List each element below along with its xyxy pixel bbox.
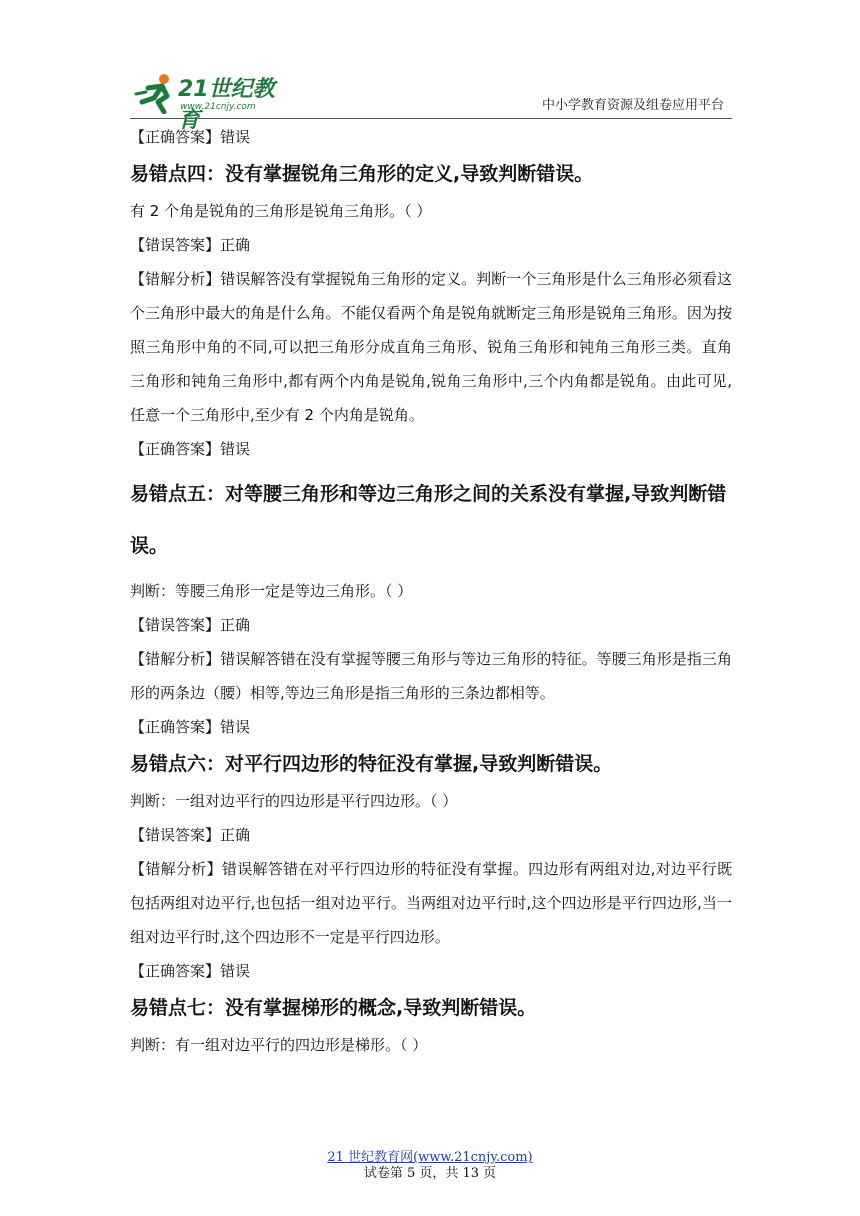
page-footer — [0, 1150, 860, 1182]
text-line: 【错误答案】正确 — [130, 236, 251, 254]
question-line: 判断：一组对边平行的四边形是平行四边形。（ ） — [130, 792, 458, 810]
logo-text: 21世纪教育 — [178, 77, 275, 133]
question-line: 判断：等腰三角形一定是等边三角形。（ ） — [130, 582, 413, 600]
text-line: 【正确答案】错误 — [130, 128, 251, 146]
section-heading: 易错点四：没有掌握锐角三角形的定义,导致判断错误。 — [130, 163, 594, 185]
analysis-paragraph: 【错解分析】错误解答没有掌握锐角三角形的定义。判断一个三角形是什么三角形必须看这个三角形中最大的角是什么角。不能仅看两个角是锐角就断定三角形是锐角三角形。因为按照三角形中角的不同,可以把三角形分成直角三角形、锐角三角形和钝角三角形三类。直角三角形和钝角三角形中,都有两个内角是锐角,锐角三角形中,三个内角都是锐角。由此可见,任意一个三角形中,至少有 2 个内角是锐角。 — [130, 270, 732, 424]
text-line: 【正确答案】错误 — [130, 962, 251, 980]
footer-link[interactable]: 21 世纪教育网(www.21cnjy.com) — [327, 1150, 533, 1165]
question-line: 判断：有一组对边平行的四边形是梯形。（ ） — [130, 1036, 428, 1054]
text-line: 【正确答案】错误 — [130, 440, 251, 458]
analysis-paragraph: 【错解分析】错误解答错在对平行四边形的特征没有掌握。四边形有两组对边,对边平行既包括两组对边平行,也包括一组对边平行。当两组对边平行时,这个四边形是平行四边形,当一组对边平行时,这个四边形不一定是平行四边形。 — [130, 860, 732, 946]
text-line: 【正确答案】错误 — [130, 718, 251, 736]
text-line: 【错误答案】正确 — [130, 826, 251, 844]
analysis-paragraph: 【错解分析】错误解答错在没有掌握等腰三角形与等边三角形的特征。等腰三角形是指三角形的两条边（腰）相等,等边三角形是指三角形的三条边都相等。 — [130, 650, 732, 702]
section-heading: 易错点七：没有掌握梯形的概念,导致判断错误。 — [130, 997, 537, 1019]
platform-title: 中小学教育资源及组卷应用平台 — [541, 98, 724, 113]
runner-icon — [134, 72, 178, 114]
logo-url: www.21cnjy.com — [180, 102, 256, 112]
section-heading: 易错点六：对平行四边形的特征没有掌握,导致判断错误。 — [130, 753, 613, 775]
site-logo — [134, 72, 284, 133]
question-line: 有 2 个角是锐角的三角形是锐角三角形。（ ） — [130, 202, 432, 220]
page-header — [130, 66, 732, 133]
document-body — [130, 120, 732, 1062]
section-heading: 易错点五：对等腰三角形和等边三角形之间的关系没有掌握,导致判断错误。 — [130, 483, 727, 557]
page-number: 试卷第 5 页，共 13 页 — [363, 1166, 497, 1181]
text-line: 【错误答案】正确 — [130, 616, 251, 634]
